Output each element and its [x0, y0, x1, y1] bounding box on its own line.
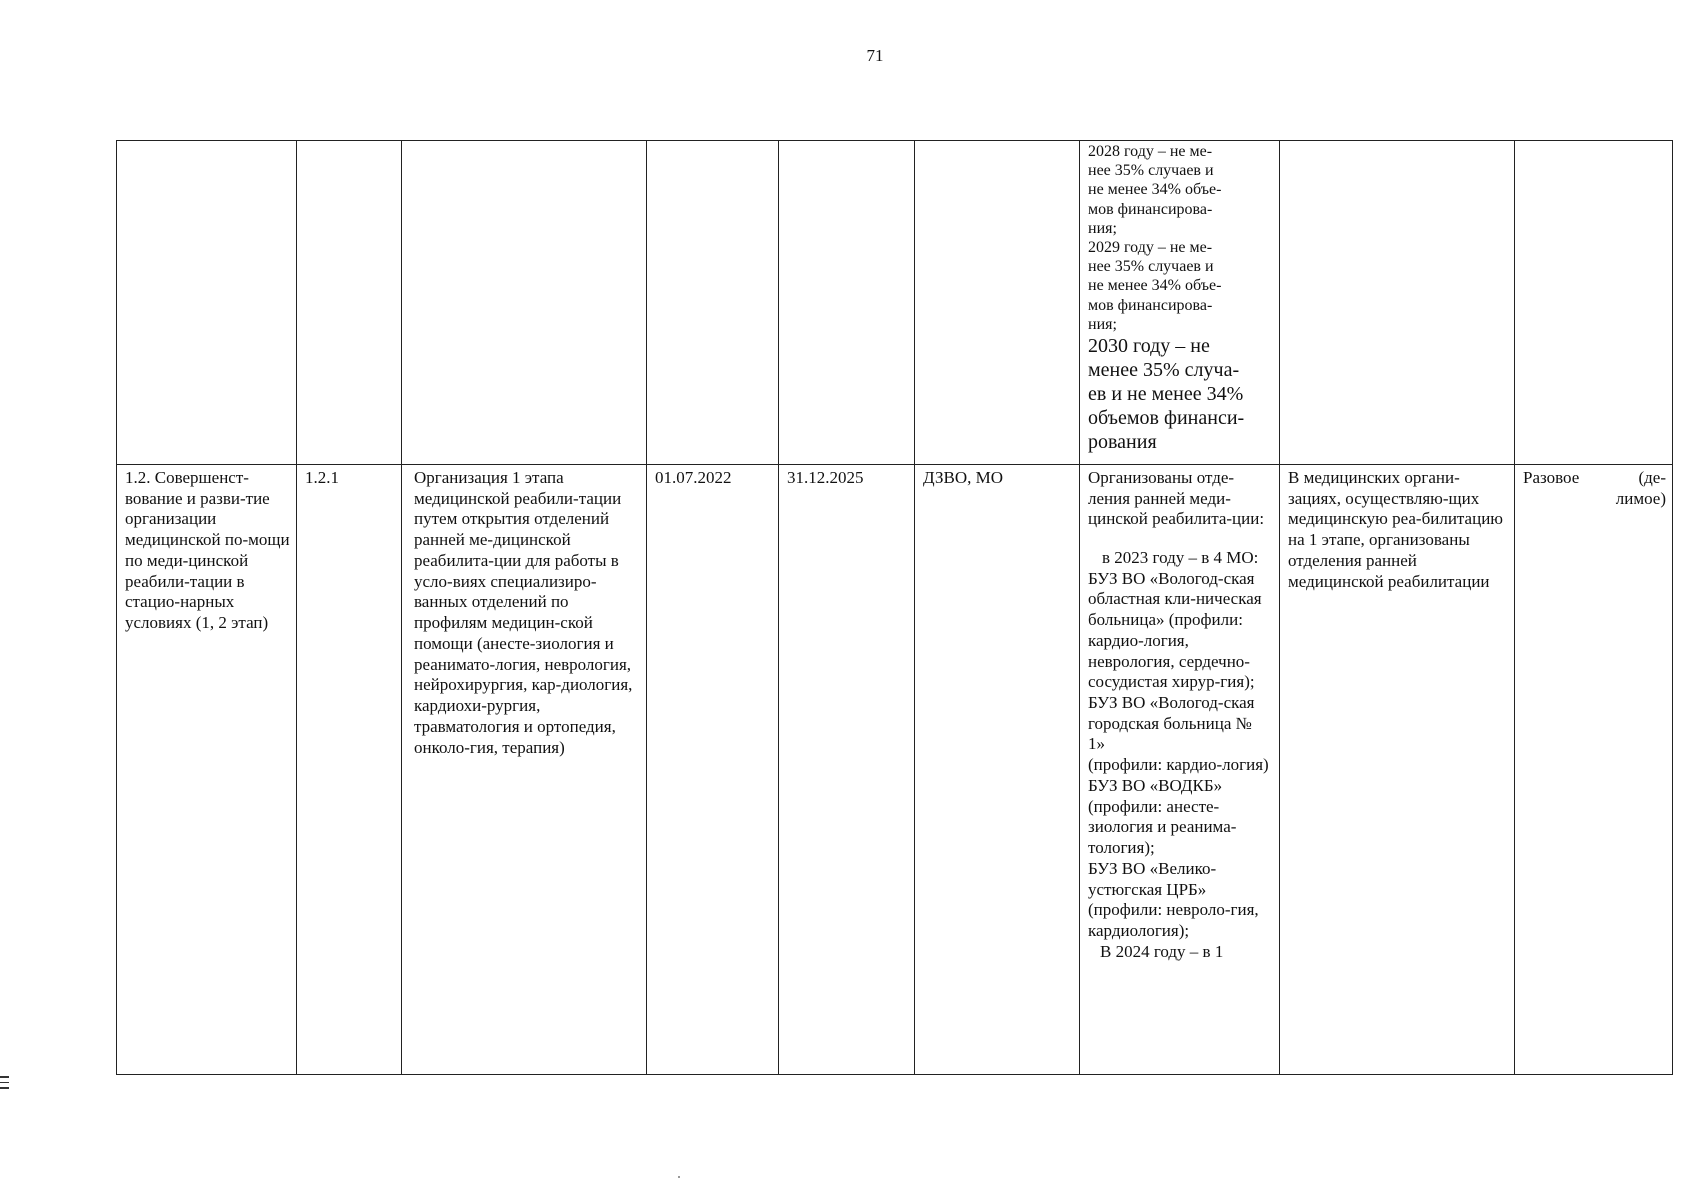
result-line-large: 2030 году – не: [1088, 334, 1210, 357]
result-line: не менее 34% объе-: [1088, 277, 1222, 295]
indicator-cell: В медицинских органи-зациях, осуществляю-щих медицинскую реа-билитацию на 1 этапе, организованы отделения ранней медицинской реабилитации: [1280, 465, 1515, 1075]
program-table: [116, 140, 1673, 1075]
kind-word: (де-: [1638, 468, 1666, 487]
result-line: нее 35% случаев и: [1088, 258, 1214, 276]
result-line-large: ев и не менее 34%: [1088, 382, 1244, 405]
result-line: ния;: [1088, 315, 1117, 333]
indicator-cell-empty: [1280, 141, 1515, 465]
result-line: мов финансирова-: [1088, 296, 1213, 314]
kind-word: Разовое: [1523, 468, 1580, 487]
result-line-large: рования: [1088, 430, 1157, 453]
result-cell-continuation: [1080, 141, 1280, 465]
result-line-large: менее 35% случа-: [1088, 358, 1240, 381]
result-line: мов финансирова-: [1088, 200, 1213, 218]
continuation-row: [117, 141, 1673, 465]
result-intro: Организованы отде-ления ранней меди-цинской реабилита-ции:: [1088, 468, 1265, 529]
task-cell-empty: [117, 141, 297, 465]
result-org-4: БУЗ ВО «Велико-устюгская ЦРБ» (профили: невроло-гия, кардиология);: [1088, 858, 1259, 941]
start-date-cell-empty: [647, 141, 779, 465]
kind-cell: [1515, 465, 1673, 1075]
activity-cell: Организация 1 этапа медицинской реабили-тации путем открытия отделений ранней ме-дицинской реабилита-ции для работы в усло-виях специализиро-ванных отделений по профилям медицин-ской помощи (анесте-зиология и реанимато-логия, неврология, нейрохирургия, кар-диология, кардиохи-рургия, травматология и ортопедия, онколо-гия, терапия): [402, 465, 647, 1075]
result-org-2-profile: (профили: кардио-логия): [1088, 755, 1269, 775]
responsible-cell-empty: [915, 141, 1080, 465]
kind-second-line: лимое): [1615, 488, 1666, 508]
result-line: 2029 году – не ме-: [1088, 238, 1213, 256]
margin-binding-mark: [0, 1076, 9, 1093]
page-number: 71: [866, 46, 884, 65]
main-row: [117, 465, 1673, 1075]
result-org-3: БУЗ ВО «ВОДКБ» (профили: анесте-зиология и реанима-тология);: [1088, 775, 1237, 858]
result-line: не менее 34% объе-: [1088, 181, 1222, 199]
result-line: ния;: [1088, 219, 1117, 237]
kind-first-line: [1523, 468, 1666, 489]
result-line: 2028 году – не ме-: [1088, 143, 1213, 160]
result-org-2-name: БУЗ ВО «Вологод-ская городская больница № 1»: [1088, 693, 1255, 754]
scan-dot: [678, 1176, 680, 1178]
number-cell-empty: [297, 141, 402, 465]
result-gap: [1088, 530, 1273, 548]
end-date-cell: 31.12.2025: [779, 465, 915, 1075]
result-line: нее 35% случаев и: [1088, 162, 1214, 180]
task-cell: 1.2. Совершенст-вование и разви-тие организации медицинской по-мощи по меди-цинской реабили-тации в стацио-нарных условиях (1, 2 этап): [117, 465, 297, 1075]
result-cell: [1080, 465, 1280, 1075]
result-org-1: БУЗ ВО «Вологод-ская областная кли-ническая больница» (профили: кардио-логия, неврология, сердечно-сосудистая хирур-гия);: [1088, 568, 1262, 692]
kind-cell-empty: [1515, 141, 1673, 465]
activity-cell-empty: [402, 141, 647, 465]
start-date-cell: 01.07.2022: [647, 465, 779, 1075]
responsible-cell: ДЗВО, МО: [915, 465, 1080, 1075]
result-2023: в 2023 году – в 4 МО:: [1102, 548, 1259, 568]
result-line-large: объемов финанси-: [1088, 406, 1245, 429]
result-2024: В 2024 году – в 1: [1100, 941, 1224, 961]
end-date-cell-empty: [779, 141, 915, 465]
number-cell: 1.2.1: [297, 465, 402, 1075]
